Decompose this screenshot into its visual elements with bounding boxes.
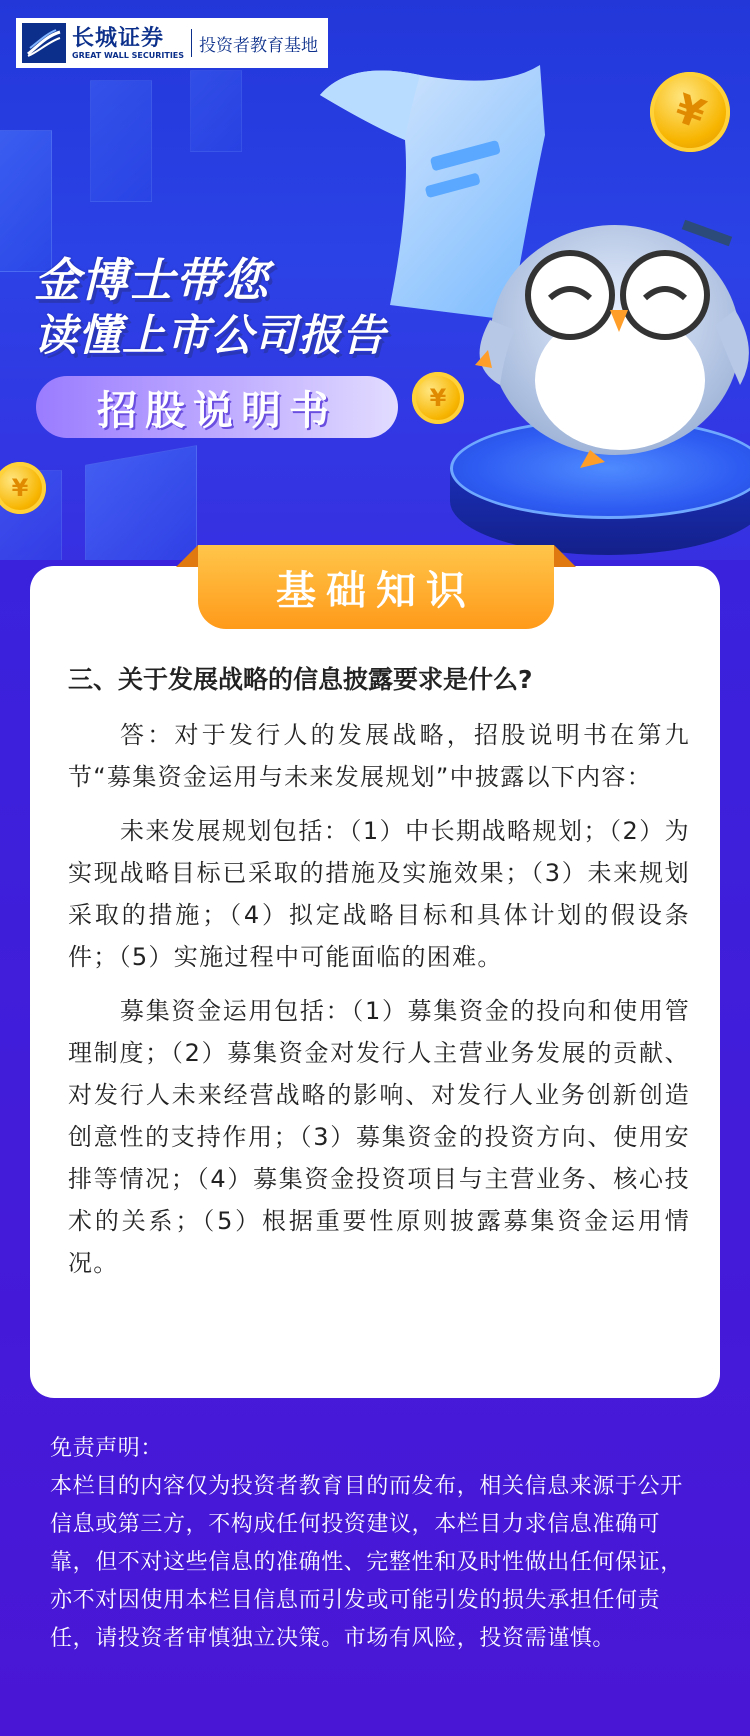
disclaimer-text: 本栏目的内容仅为投资者教育目的而发布，相关信息来源于公开信息或第三方，不构成任何投资建议，本栏目力求信息准确可靠，但不对这些信息的准确性、完整性和及时性做出任何保证，亦不对因使用本栏目信息而引发或可能引发的损失承担任何责任，请投资者审慎独立决策。市场有风险，投资需谨慎。 — [50, 1474, 683, 1651]
yuan-coin-icon: ¥ — [639, 61, 742, 164]
disclaimer-block — [50, 1430, 700, 1658]
tab-ear-left — [176, 545, 198, 567]
hero-title-line2: 读懂上市公司报告 — [34, 311, 386, 361]
question-heading: 三、关于发展战略的信息披露要求是什么? — [68, 665, 533, 694]
brand-logo — [16, 18, 328, 68]
logo-divider — [191, 29, 192, 57]
answer-paragraph: 募集资金运用包括：（1）募集资金的投向和使用管理制度；（2）募集资金对发行人主营业务发展的贡献、对发行人未来经营战略的影响、对发行人业务创新创造创意性的支持作用；（3）募集资金的投资方向、使用安排等情况；（4）募集资金投资项目与主营业务、核心技术的关系；（5）根据重要性原则披露募集资金运用情况。 — [68, 997, 690, 1277]
hero-subtitle: 招股说明书 — [97, 387, 337, 434]
answer-paragraph: 未来发展规划包括：（1）中长期战略规划；（2）为实现战略目标已采取的措施及实施效果；（3）未来规划采取的措施；（4）拟定战略目标和具体计划的假设条件；（5）实施过程中可能面临的困难。 — [68, 817, 690, 971]
tab-ear-right — [554, 545, 576, 567]
decor-cube — [190, 70, 242, 152]
tab-face — [198, 545, 554, 629]
great-wall-logo-icon — [22, 23, 66, 63]
hero-title-line1: 金博士带您 — [34, 253, 269, 307]
decor-cube — [90, 80, 152, 202]
brand-name-en: GREAT WALL SECURITIES — [72, 50, 185, 60]
answer-paragraph: 答：对于发行人的发展战略，招股说明书在第九节“募集资金运用与未来发展规划”中披露以下内容： — [68, 721, 690, 791]
brand-tagline: 投资者教育基地 — [199, 35, 319, 56]
hero-subtitle-pill — [36, 376, 398, 438]
article-content — [68, 660, 690, 1296]
owl-mascot-icon — [470, 200, 750, 470]
yuan-coin-icon: ¥ — [412, 372, 464, 424]
brand-name-cn: 长城证券 — [72, 24, 165, 51]
section-tab-label: 基础知识 — [276, 567, 476, 614]
section-tab — [176, 545, 576, 629]
yuan-coin-icon: ¥ — [0, 462, 46, 514]
disclaimer-title: 免责声明： — [50, 1436, 164, 1461]
